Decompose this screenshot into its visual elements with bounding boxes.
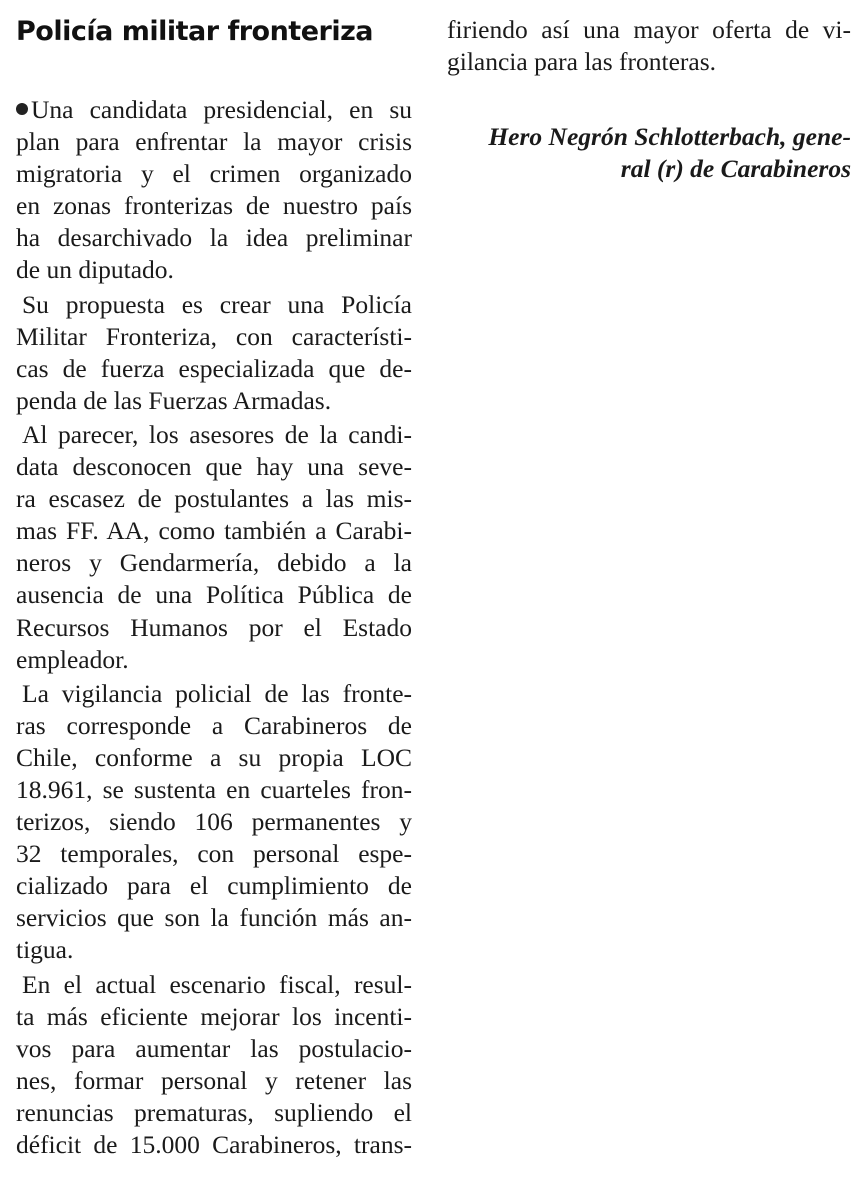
text-line: de un diputado. [16,255,174,285]
paragraph-1 [16,94,412,287]
text-line: cas de fuerza especializada que de- [16,353,412,383]
text-line: firiendo así una mayor oferta de vi- [447,15,851,44]
paragraph-continuation [447,14,851,78]
text-line: mas FF. AA, como también a Carabi- [16,516,412,546]
text-line: ra escasez de postulantes a las mis- [16,484,412,514]
text-line: empleador. [16,644,129,674]
text-line: nes, formar personal y retener las [16,1065,412,1095]
text-line: data desconocen que hay una seve- [16,452,412,482]
signature-line: ral (r) de Carabineros [620,154,851,184]
text-line: ras corresponde a Carabineros de [16,710,412,740]
text-line: ha desarchivado la idea preliminar [16,223,412,253]
text-line: Al parecer, los asesores de la candi- [22,419,412,449]
text-line: Militar Fronteriza, con característi- [16,321,412,351]
text-line: Chile, conforme a su propia LOC [16,742,412,772]
text-line: renuncias prematuras, supliendo el [16,1097,412,1127]
text-line: terizos, siendo 106 permanentes y [16,807,412,837]
text-line: servicios que son la función más an- [16,903,412,933]
text-line: 18.961, se sustenta en cuarteles fron- [16,774,412,804]
text-line: ta más eficiente mejorar los incenti- [16,1001,412,1031]
paragraph-2 [16,289,412,417]
text-line: En el actual escenario fiscal, resul- [22,969,412,999]
text-line: en zonas fronterizas de nuestro país [16,191,412,221]
text-line: neros y Gendarmería, debido a la [16,548,412,578]
paragraph-5 [16,969,412,1162]
author-signature [447,121,851,185]
paragraph-3 [16,419,412,676]
article-headline: Policía militar fronteriza [16,16,374,47]
signature-line: Hero Negrón Schlotterbach, gene- [488,122,851,152]
text-line: La vigilancia policial de las fronte- [22,678,412,708]
text-line: gilancia para las fronteras. [447,47,717,77]
text-line: ausencia de una Política Pública de [16,580,412,610]
text-line: Una candidata presidencial, en su [16,94,412,126]
text-line: Su propuesta es crear una Policía [22,289,412,319]
text-line: penda de las Fuerzas Armadas. [16,385,332,415]
text-line: Recursos Humanos por el Estado [16,612,412,642]
bullet-icon [16,103,28,115]
text-line: plan para enfrentar la mayor crisis [16,127,412,157]
text-line: cializado para el cumplimiento de [16,871,412,901]
left-column [16,10,412,1161]
paragraph-4 [16,678,412,967]
text-line: 32 temporales, con personal espe- [16,839,412,869]
text-line: déficit de 15.000 Carabineros, trans- [16,1130,412,1159]
right-column [447,14,851,185]
text-line: vos para aumentar las postulacio- [16,1033,412,1063]
text-line: migratoria y el crimen organizado [16,159,412,189]
text-line: tigua. [16,935,74,965]
